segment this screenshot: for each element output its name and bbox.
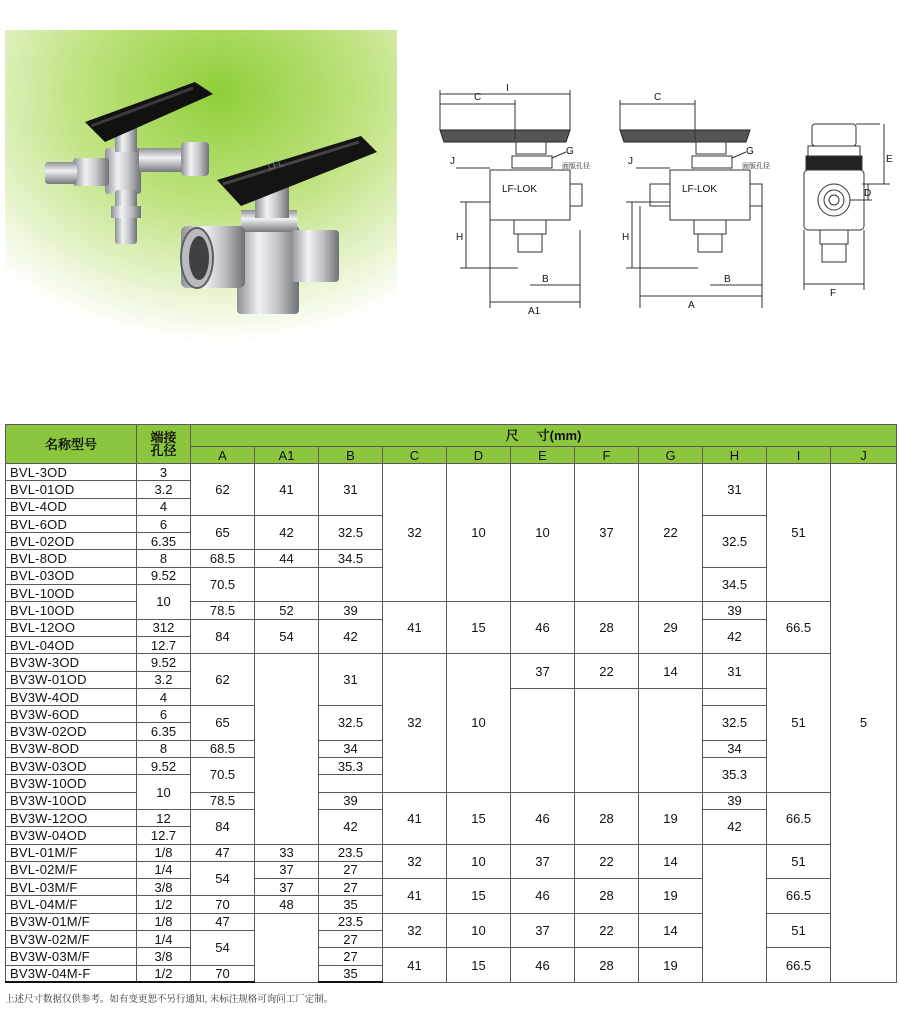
dim-e-cell: 37 — [511, 844, 575, 879]
model-name: BVL-01OD — [6, 481, 137, 498]
dim-a1-cell: 52 — [255, 602, 319, 619]
dim-a-cell: 78.5 — [191, 792, 255, 809]
dim-a-cell: 68.5 — [191, 740, 255, 757]
model-name: BV3W-03OD — [6, 758, 137, 775]
port-size: 12.7 — [137, 827, 191, 844]
header-col-a: A — [191, 447, 255, 464]
dim-b-cell: 35.3 — [319, 758, 383, 775]
header-col-g: G — [639, 447, 703, 464]
technical-drawings — [420, 80, 898, 330]
dim-g-cell: 29 — [639, 602, 703, 654]
model-name: BVL-10OD — [6, 585, 137, 602]
dim-a1-cell: 48 — [255, 896, 319, 913]
header-size: 尺 寸(mm) — [191, 425, 897, 447]
table-row — [6, 654, 897, 671]
dim-label-e: E — [886, 154, 893, 165]
model-name: BV3W-02M/F — [6, 931, 137, 948]
port-size: 1/2 — [137, 896, 191, 913]
dim-a-cell: 78.5 — [191, 602, 255, 619]
header-col-d: D — [447, 447, 511, 464]
dim-h-cell: 34 — [703, 740, 767, 757]
dim-a-cell: 70.5 — [191, 567, 255, 602]
dim-b-cell: 27 — [319, 948, 383, 965]
dim-c-cell: 41 — [383, 792, 447, 844]
dim-c-cell: 32 — [383, 464, 447, 602]
photo-logo-text: LFL — [266, 157, 285, 172]
dim-e-cell: 46 — [511, 792, 575, 844]
port-size: 3/8 — [137, 948, 191, 965]
dim-b-cell: 35 — [319, 965, 383, 982]
model-name: BV3W-10OD — [6, 792, 137, 809]
dim-label-b: B — [542, 274, 549, 285]
dim-a1-cell: 44 — [255, 550, 319, 567]
dim-h-cell: 39 — [703, 792, 767, 809]
dim-label-h-2: H — [622, 232, 630, 243]
header-col-f: F — [575, 447, 639, 464]
port-size: 3.2 — [137, 671, 191, 688]
panel-hole-label: 面版孔径 — [562, 163, 590, 170]
dim-h-cell: 31 — [703, 464, 767, 516]
dim-i-cell: 51 — [767, 464, 831, 602]
dim-c-cell: 32 — [383, 844, 447, 879]
dim-a-cell: 47 — [191, 913, 255, 930]
port-size: 3.2 — [137, 481, 191, 498]
dim-h-cell: 35.3 — [703, 758, 767, 793]
dim-j-cell: 5 — [831, 464, 897, 983]
dim-c-cell: 32 — [383, 913, 447, 948]
dim-f-cell: 22 — [575, 654, 639, 689]
model-name: BVL-01M/F — [6, 844, 137, 861]
footnote: 上述尺寸数据仅供参考。如有变更恕不另行通知, 未标注规格可询问工厂定制。 — [5, 994, 334, 1005]
dim-b-cell: 31 — [319, 464, 383, 516]
header-col-i: I — [767, 447, 831, 464]
table-body — [6, 464, 897, 983]
model-name: BVL-02M/F — [6, 861, 137, 878]
dim-label-c: C — [474, 92, 482, 103]
dim-g-cell: 19 — [639, 879, 703, 914]
dim-b-cell: 39 — [319, 602, 383, 619]
model-name: BV3W-10OD — [6, 775, 137, 792]
model-name: BV3W-01M/F — [6, 913, 137, 930]
model-name: BV3W-03M/F — [6, 948, 137, 965]
dim-d-cell: 15 — [447, 792, 511, 844]
port-size: 12.7 — [137, 636, 191, 653]
dim-label-i: I — [506, 83, 509, 94]
dim-h-cell: 42 — [703, 809, 767, 844]
port-size: 6.35 — [137, 533, 191, 550]
dim-a-cell: 68.5 — [191, 550, 255, 567]
dim-e-cell: 10 — [511, 464, 575, 602]
port-size: 12 — [137, 809, 191, 826]
dim-a-cell: 70.5 — [191, 758, 255, 793]
header-col-e: E — [511, 447, 575, 464]
dim-h-cell: 42 — [703, 619, 767, 654]
dim-d-cell: 10 — [447, 654, 511, 792]
model-name: BV3W-01OD — [6, 671, 137, 688]
port-size: 3/8 — [137, 879, 191, 896]
spec-table — [5, 424, 897, 983]
dim-d-cell: 15 — [447, 948, 511, 983]
dim-e-cell — [511, 688, 575, 792]
dim-h-cell: 32.5 — [703, 706, 767, 741]
dim-a-cell: 70 — [191, 896, 255, 913]
port-size: 4 — [137, 498, 191, 515]
model-name: BVL-3OD — [6, 464, 137, 481]
dim-f-cell: 37 — [575, 464, 639, 602]
dim-b-cell: 34.5 — [319, 550, 383, 567]
dim-a1-cell: 33 — [255, 844, 319, 861]
dim-f-cell — [575, 688, 639, 792]
table-row — [6, 844, 897, 861]
dim-g-cell: 22 — [639, 464, 703, 602]
dim-e-cell: 46 — [511, 602, 575, 654]
dim-d-cell: 15 — [447, 602, 511, 654]
port-size: 6.35 — [137, 723, 191, 740]
dim-b-cell — [319, 775, 383, 792]
dim-label-a: A — [688, 300, 695, 311]
dim-b-cell: 42 — [319, 619, 383, 654]
dim-a-cell: 54 — [191, 931, 255, 966]
port-size: 9.52 — [137, 654, 191, 671]
dim-b-cell: 23.5 — [319, 913, 383, 930]
dim-e-cell: 46 — [511, 879, 575, 914]
model-name: BVL-04OD — [6, 636, 137, 653]
port-size: 4 — [137, 688, 191, 705]
dim-d-cell: 15 — [447, 879, 511, 914]
dim-a-cell: 62 — [191, 464, 255, 516]
port-size: 1/2 — [137, 965, 191, 982]
header-col-a1: A1 — [255, 447, 319, 464]
dim-f-cell: 28 — [575, 792, 639, 844]
dim-b-cell: 27 — [319, 861, 383, 878]
model-name: BV3W-8OD — [6, 740, 137, 757]
dim-f-cell: 22 — [575, 913, 639, 948]
model-name: BVL-04M/F — [6, 896, 137, 913]
drawing-side-view — [804, 124, 890, 290]
model-name: BVL-12OO — [6, 619, 137, 636]
dim-h-cell: 39 — [703, 602, 767, 619]
dim-a-cell: 54 — [191, 861, 255, 896]
dim-a1-cell — [255, 654, 319, 844]
dim-i-cell: 66.5 — [767, 879, 831, 914]
table-row — [6, 464, 897, 481]
model-name: BVL-02OD — [6, 533, 137, 550]
dim-c-cell: 41 — [383, 948, 447, 983]
dim-a1-cell: 37 — [255, 879, 319, 896]
dim-h-cell: 32.5 — [703, 515, 767, 567]
dim-f-cell: 28 — [575, 879, 639, 914]
dim-b-cell: 27 — [319, 879, 383, 896]
drawing-bvl-2way — [440, 90, 582, 308]
port-size: 3 — [137, 464, 191, 481]
port-size: 6 — [137, 515, 191, 532]
dim-e-cell: 46 — [511, 948, 575, 983]
model-name: BV3W-04M-F — [6, 965, 137, 982]
port-size: 9.52 — [137, 758, 191, 775]
dim-g-cell — [639, 688, 703, 792]
model-name: BVL-03OD — [6, 567, 137, 584]
header-port: 端接 孔径 — [137, 425, 191, 464]
dim-label-j: J — [450, 156, 455, 167]
dim-b-cell — [319, 567, 383, 602]
dim-label-a1: A1 — [528, 306, 541, 317]
header-col-b: B — [319, 447, 383, 464]
port-size: 9.52 — [137, 567, 191, 584]
dim-g-cell: 14 — [639, 844, 703, 879]
port-size: 312 — [137, 619, 191, 636]
dim-a1-cell: 37 — [255, 861, 319, 878]
dim-g-cell: 19 — [639, 948, 703, 983]
dim-c-cell: 41 — [383, 602, 447, 654]
dim-a1-cell: 42 — [255, 515, 319, 550]
port-size: 6 — [137, 706, 191, 723]
dim-label-c-2: C — [654, 92, 662, 103]
model-name: BV3W-3OD — [6, 654, 137, 671]
dim-c-cell: 32 — [383, 654, 447, 792]
dim-i-cell: 51 — [767, 913, 831, 948]
dim-a-cell: 65 — [191, 706, 255, 741]
dim-f-cell: 28 — [575, 948, 639, 983]
dim-e-cell: 37 — [511, 654, 575, 689]
dim-c-cell: 41 — [383, 879, 447, 914]
dim-b-cell: 39 — [319, 792, 383, 809]
dim-b-cell: 34 — [319, 740, 383, 757]
product-photo — [5, 30, 397, 344]
port-size: 10 — [137, 585, 191, 620]
dim-i-cell: 51 — [767, 654, 831, 792]
dim-i-cell: 66.5 — [767, 792, 831, 844]
brand-label-2: LF-LOK — [682, 184, 718, 195]
port-size: 1/8 — [137, 844, 191, 861]
panel-hole-label-2: 面版孔径 — [742, 163, 770, 170]
port-size: 1/4 — [137, 931, 191, 948]
dim-a-cell: 84 — [191, 619, 255, 654]
dim-a-cell: 84 — [191, 809, 255, 844]
dim-h-cell — [703, 844, 767, 982]
dim-b-cell: 35 — [319, 896, 383, 913]
dim-g-cell: 14 — [639, 913, 703, 948]
model-name: BVL-03M/F — [6, 879, 137, 896]
dim-label-h: H — [456, 232, 464, 243]
dim-label-b-2: B — [724, 274, 731, 285]
dim-a-cell: 65 — [191, 515, 255, 550]
dim-d-cell: 10 — [447, 844, 511, 879]
dim-b-cell: 23.5 — [319, 844, 383, 861]
dim-a1-cell — [255, 567, 319, 602]
brand-label: LF-LOK — [502, 184, 538, 195]
dim-label-g: G — [566, 146, 574, 157]
model-name: BVL-10OD — [6, 602, 137, 619]
dim-a-cell: 62 — [191, 654, 255, 706]
drawing-bv3w-3way — [620, 100, 762, 308]
header-col-h: H — [703, 447, 767, 464]
dim-g-cell: 14 — [639, 654, 703, 689]
dim-a1-cell: 41 — [255, 464, 319, 516]
model-name: BV3W-12OO — [6, 809, 137, 826]
dim-a-cell: 47 — [191, 844, 255, 861]
dim-h-cell: 31 — [703, 654, 767, 689]
dim-h-cell — [703, 688, 767, 705]
port-size: 8 — [137, 550, 191, 567]
dim-b-cell: 42 — [319, 809, 383, 844]
header-col-j: J — [831, 447, 897, 464]
dim-label-d: D — [864, 188, 872, 199]
dim-label-f: F — [830, 288, 837, 299]
dim-b-cell: 32.5 — [319, 706, 383, 741]
dim-label-g-2: G — [746, 146, 754, 157]
port-size: 1/8 — [137, 913, 191, 930]
dim-f-cell: 28 — [575, 602, 639, 654]
dim-b-cell: 27 — [319, 931, 383, 948]
dim-f-cell: 22 — [575, 844, 639, 879]
dim-b-cell: 31 — [319, 654, 383, 706]
dim-e-cell: 37 — [511, 913, 575, 948]
model-name: BVL-8OD — [6, 550, 137, 567]
dim-a-cell: 70 — [191, 965, 255, 982]
model-name: BV3W-4OD — [6, 688, 137, 705]
model-name: BVL-6OD — [6, 515, 137, 532]
port-size: 1/4 — [137, 861, 191, 878]
dim-d-cell: 10 — [447, 464, 511, 602]
header-col-c: C — [383, 447, 447, 464]
dim-i-cell: 66.5 — [767, 602, 831, 654]
port-size: 8 — [137, 740, 191, 757]
model-name: BV3W-04OD — [6, 827, 137, 844]
model-name: BV3W-6OD — [6, 706, 137, 723]
dim-a1-cell: 54 — [255, 619, 319, 654]
dim-i-cell: 51 — [767, 844, 831, 879]
dim-a1-cell — [255, 913, 319, 982]
dim-i-cell: 66.5 — [767, 948, 831, 983]
dim-d-cell: 10 — [447, 913, 511, 948]
dim-g-cell: 19 — [639, 792, 703, 844]
header-name: 名称型号 — [6, 425, 137, 464]
dim-label-j-2: J — [628, 156, 633, 167]
dim-b-cell: 32.5 — [319, 515, 383, 550]
model-name: BVL-4OD — [6, 498, 137, 515]
dim-h-cell: 34.5 — [703, 567, 767, 602]
model-name: BV3W-02OD — [6, 723, 137, 740]
port-size: 10 — [137, 775, 191, 810]
